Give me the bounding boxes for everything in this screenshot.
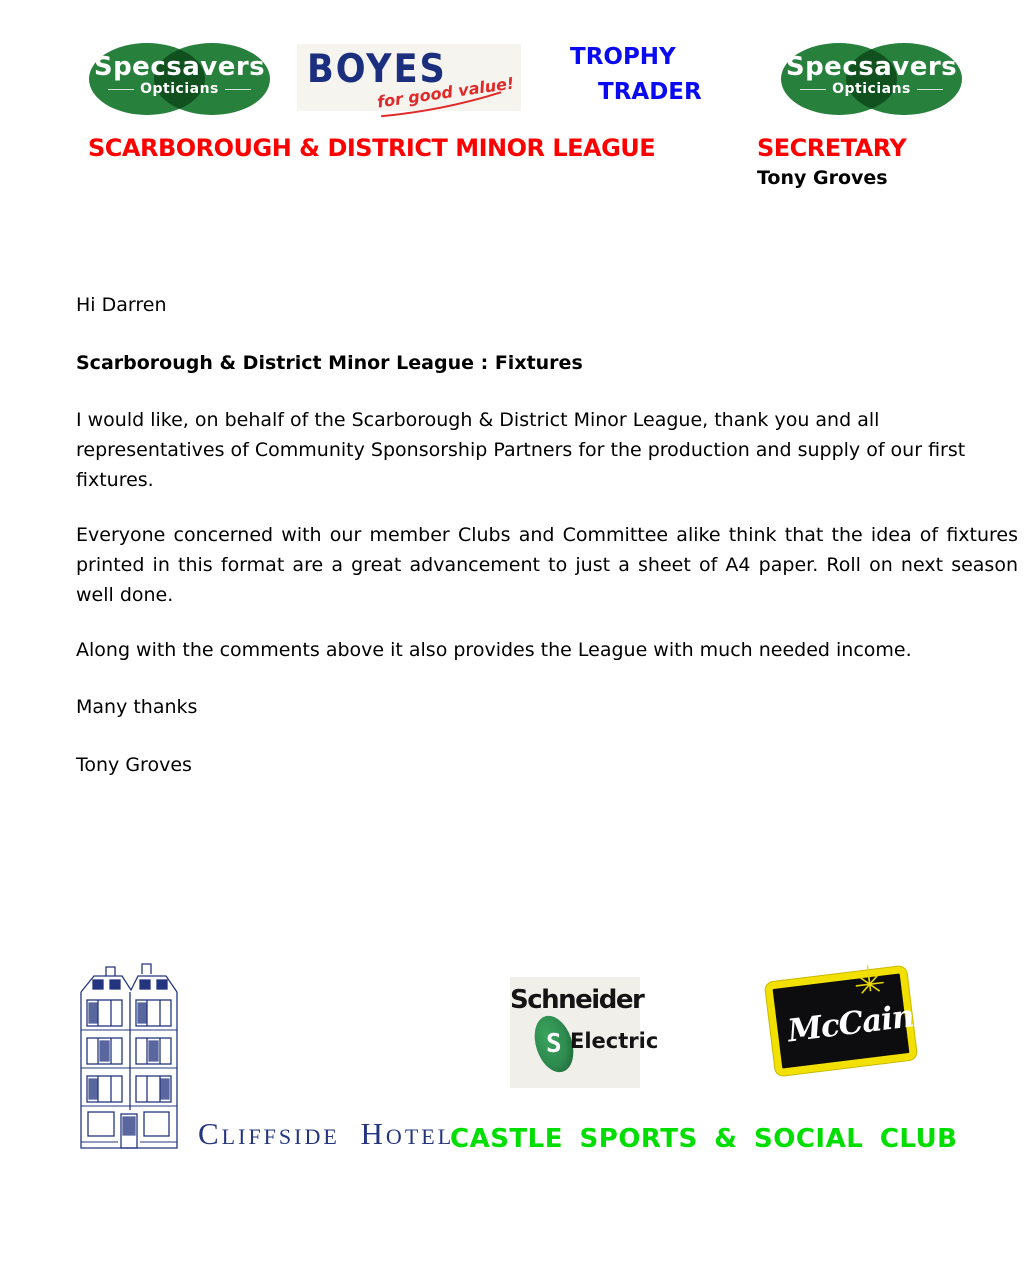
mccain-logo: [768, 962, 918, 1084]
boyes-logo: [297, 44, 521, 111]
paragraph-1: I would like, on behalf of the Scarborough & District Minor League, thank you and all representatives of Community Sponsorship Partners for the production and supply of our first fixtures.: [76, 409, 966, 491]
trophy-line2: TRADER: [598, 79, 702, 105]
cliffside-hotel-logo: [78, 962, 180, 1156]
secretary-name: Tony Groves: [757, 167, 888, 189]
dash-rule: [108, 89, 134, 90]
paragraph-2: Everyone concerned with our member Clubs and Committee alike think that the idea of fixtures printed in this format are a great advancement to just a sheet of A4 paper. Roll on next season well done.: [76, 524, 1018, 606]
trophy-line1: TROPHY: [570, 44, 676, 70]
castle-club-title: CASTLE SPORTS & SOCIAL CLUB: [450, 1124, 958, 1154]
closing: Many thanks: [76, 696, 198, 718]
cliffside-hotel-name: Cliffside Hotel: [198, 1116, 455, 1151]
subject-line: Scarborough & District Minor League : Fixtures: [76, 352, 583, 374]
dash-rule: [917, 89, 943, 90]
schneider-sub-text: Electric: [570, 1029, 659, 1053]
specsavers-brand-text: Specsavers: [93, 52, 266, 82]
specsavers-logo-left: [88, 42, 271, 116]
cliffside-building-drawing: [78, 962, 180, 1152]
specsavers-sub-text: Opticians: [140, 81, 219, 97]
paragraph-3: Along with the comments above it also provides the League with much needed income.: [76, 639, 912, 661]
schneider-brand-text: Schneider: [510, 985, 644, 1015]
mccain-brand-text: McCain: [785, 998, 916, 1050]
schneider-s-glyph: S: [546, 1029, 562, 1059]
signature: Tony Groves: [76, 754, 192, 776]
greeting: Hi Darren: [76, 294, 167, 316]
schneider-electric-logo: [510, 977, 659, 1088]
mccain-plate: [765, 966, 917, 1077]
dash-rule: [225, 89, 251, 90]
boyes-tagline-text: for good value!: [375, 73, 516, 112]
mccain-sparkle-icon: [851, 963, 889, 1001]
specsavers-logo-right: [780, 42, 963, 116]
dash-rule: [800, 89, 826, 90]
specsavers-brand-text: Specsavers: [785, 52, 958, 82]
secretary-label: SECRETARY: [757, 134, 907, 162]
specsavers-sub-text: Opticians: [832, 81, 911, 97]
league-title: SCARBOROUGH & DISTRICT MINOR LEAGUE: [88, 134, 656, 162]
trophy-trader-logo: [570, 40, 702, 110]
boyes-brand-text: BOYES: [307, 47, 447, 92]
